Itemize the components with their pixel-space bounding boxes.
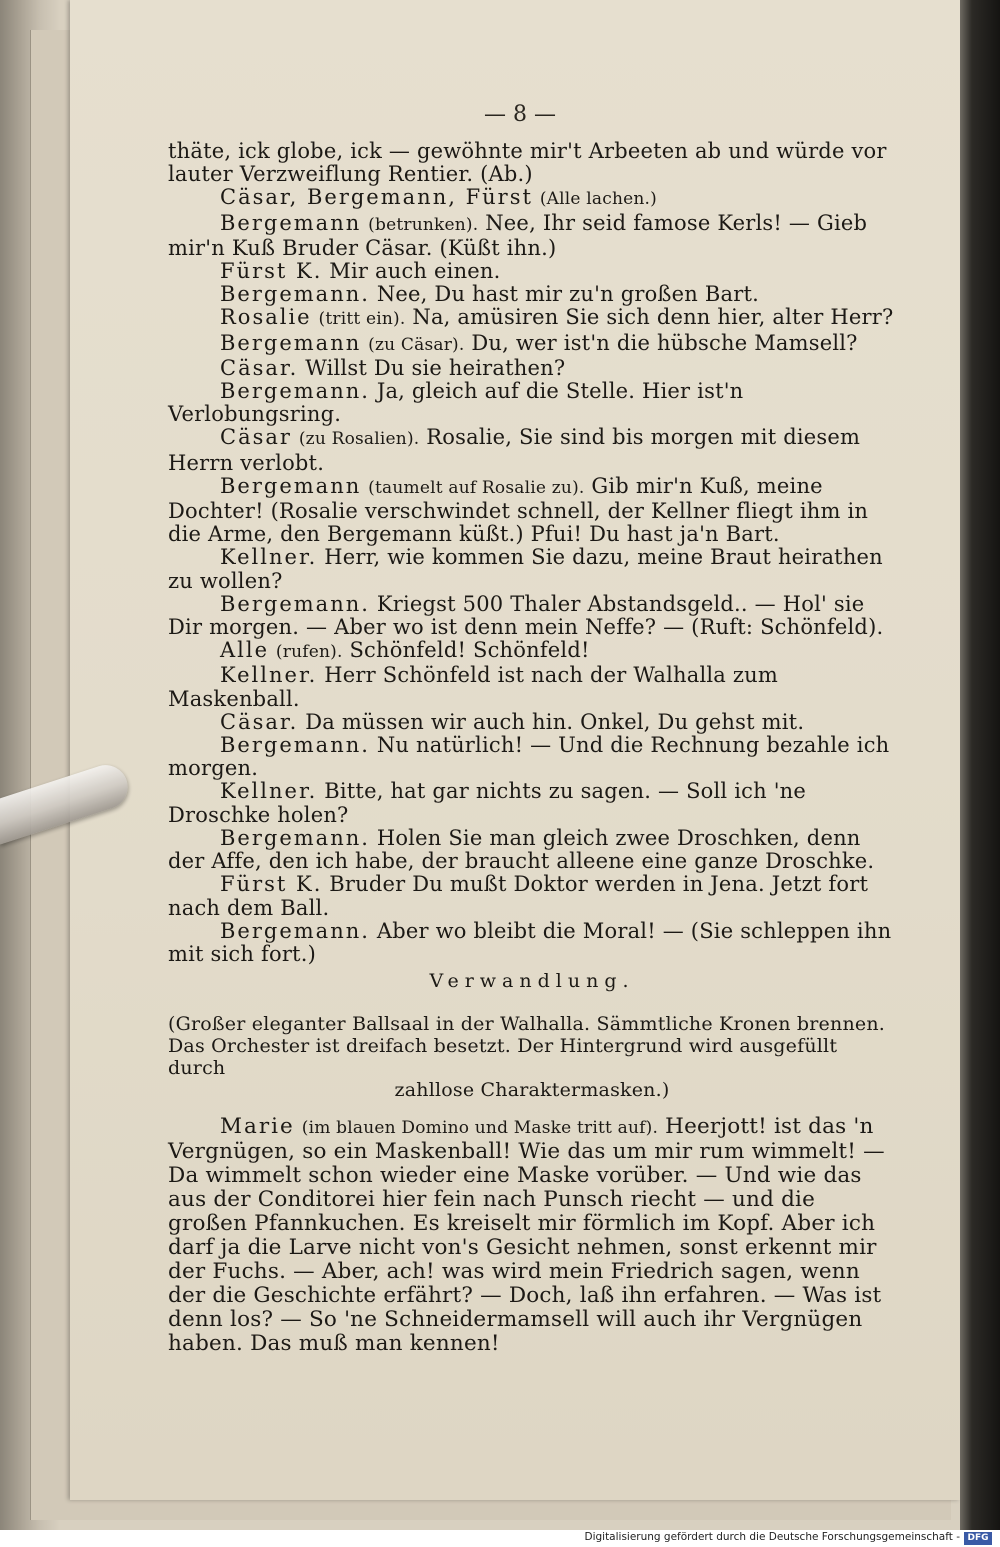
dialogue-line [168,426,896,474]
speaker-name: Bergemann. [220,825,370,850]
speaker-name: Cäsar, Bergemann, Fürst [220,185,533,210]
speech-text: Heerjott! ist das 'n Vergnügen, so ein Maskenball! Wie das um mir rum wimmelt! — Da wimmelt schon wieder eine Maske vorüber. — Und wie das aus der Conditorei hier fein nach Punsch riecht — und die großen Pfannkuchen. Es kreiselt mir förmlich im Kopf. Aber ich darf ja die Larve nicht von's Gesicht nehmen, sonst erkennt mir der Fuchs. — Aber, ach! was wird mein Friedrich sagen, wenn der die Geschichte erfährt? — Doch, laß ihn erfahren. — Was ist denn los? — So 'ne Schneidermamsell will auch ihr Vergnügen haben. Das muß man kennen! [168,1114,885,1357]
speaker-name: Bergemann. [220,591,370,616]
speech-text: Du, wer ist'n die hübsche Mamsell? [471,330,858,355]
dialogue-line [168,734,896,780]
speech-text: Schönfeld! Schönfeld! [349,638,590,663]
speech-text: Herr Schönfeld ist nach der Walhalla zum Maskenball. [168,663,778,711]
speaker-name: Bergemann. [220,282,370,307]
speech-text: Herr, wie kommen Sie dazu, meine Braut heirathen zu wollen? [168,545,883,593]
dialogue-line [168,260,896,283]
book-spine [960,0,1000,1530]
speaker-name: Kellner. [220,545,318,570]
speaker-name: Kellner. [220,663,318,688]
scene-heading: Verwandlung. [429,970,635,993]
speaker-name: Fürst K. [220,259,323,284]
page-number: — 8 — [484,102,556,127]
dialogue-line [168,827,896,873]
dialogue-line [168,306,896,331]
stage-note: (im blauen Domino und Maske tritt auf). [301,1118,659,1139]
dialogue-lines [168,140,896,966]
dialogue-line [168,664,896,710]
speaker-name: Cäsar [220,425,292,450]
speech-text: Nee, Ihr seid famose Kerls! — Gieb mir'n Kuß Bruder Cäsar. (Küßt ihn.) [168,210,868,260]
dialogue-line [168,546,896,592]
dialogue-line [168,332,896,357]
stage-direction [168,1013,896,1101]
speech-text: Bitte, hat gar nichts zu sagen. — Soll ich 'ne Droschke holen? [168,779,807,827]
speech-text: Ja, gleich auf die Stelle. Hier ist'n Verlobungsring. [168,379,744,427]
speaker-name: Kellner. [220,779,318,804]
speech-text: Willst Du sie heirathen? [305,355,566,380]
dialogue-line [168,711,896,734]
dialogue-line [168,186,896,211]
footer-credit: Digitalisierung gefördert durch die Deutsche Forschungsgemeinschaft - [584,1531,960,1543]
speaker-name: Alle [220,638,270,663]
speech-text: thäte, ick globe, ick — gewöhnte mir't Arbeeten ab und würde vor lauter Verzweiflung Rentier. (Ab.) [168,139,887,187]
speaker-name: Rosalie [220,305,312,330]
dialogue-line [168,283,896,306]
stage-note: (tritt ein). [318,309,406,330]
dialogue-line [168,920,896,966]
dialogue-line [168,357,896,380]
dialogue-line [168,780,896,826]
dialogue-line [168,475,896,547]
speech-text: Rosalie, Sie sind bis morgen mit diesem Herrn verlobt. [168,425,861,475]
speech-text: Mir auch einen. [329,259,501,284]
dialogue-line [168,873,896,919]
dialogue-line [168,380,896,426]
speaker-name: Cäsar. [220,355,299,380]
speech-text: Na, amüsiren Sie sich denn hier, alter Herr? [412,305,894,330]
speaker-name: Bergemann [220,210,362,235]
speaker-name: Bergemann. [220,918,370,943]
stage-note: (zu Rosalien). [298,429,420,450]
speech-text: Holen Sie man gleich zwee Droschken, denn der Affe, den ich habe, der braucht alleene eine ganze Droschke. [168,825,875,874]
speaker-name: Marie [220,1114,295,1140]
dialogue-line [168,593,896,639]
dialogue-line [168,639,896,664]
speech-text: Nu natürlich! — Und die Rechnung bezahle ich morgen. [168,733,890,781]
stage-note: (taumelt auf Rosalie zu). [368,477,585,498]
speaker-name: Fürst K. [220,872,323,897]
dialogue-line [168,212,896,260]
stage-direction-line-2: zahllose Charaktermasken.) [394,1079,670,1102]
speech-text: Kriegst 500 Thaler Abstandsgeld.. — Hol' sie Dir morgen. — Aber wo ist denn mein Neffe? — (Ruft: Schönfeld). [168,591,884,640]
speech-text: Bruder Du mußt Doktor werden in Jena. Jetzt fort nach dem Ball. [168,872,869,920]
stage-direction-line-1: (Großer eleganter Ballsaal in der Walhalla. Sämmtliche Kronen brennen. Das Orchester ist dreifach besetzt. Der Hintergrund wird ausgefüllt durch [168,1013,885,1080]
speaker-name: Cäsar. [220,709,299,734]
speech-text: Nee, Du hast mir zu'n großen Bart. [376,282,759,307]
speaker-name: Bergemann [220,473,362,498]
stage-note: (rufen). [275,642,343,663]
speech-text: Da müssen wir auch hin. Onkel, Du gehst mit. [305,709,805,734]
speaker-name: Bergemann. [220,379,370,404]
stage-note: (Alle lachen.) [539,189,657,210]
dialogue-line [168,140,896,186]
stage-note: (betrunken). [368,214,479,235]
speech-text: Gib mir'n Kuß, meine Dochter! (Rosalie verschwindet schnell, der Kellner fliegt ihm in die Arme, den Bergemann küßt.) Pfui! Du hast ja'n Bart. [168,473,869,547]
speaker-name: Bergemann. [220,733,370,758]
stage-note: (zu Cäsar). [368,334,465,355]
speech-text: Aber wo bleibt die Moral! — (Sie schleppen ihn mit sich fort.) [168,918,892,966]
marie-speech [168,1115,896,1356]
text-block [168,140,896,1356]
speaker-name: Bergemann [220,330,362,355]
dfg-logo: DFG [964,1532,992,1545]
